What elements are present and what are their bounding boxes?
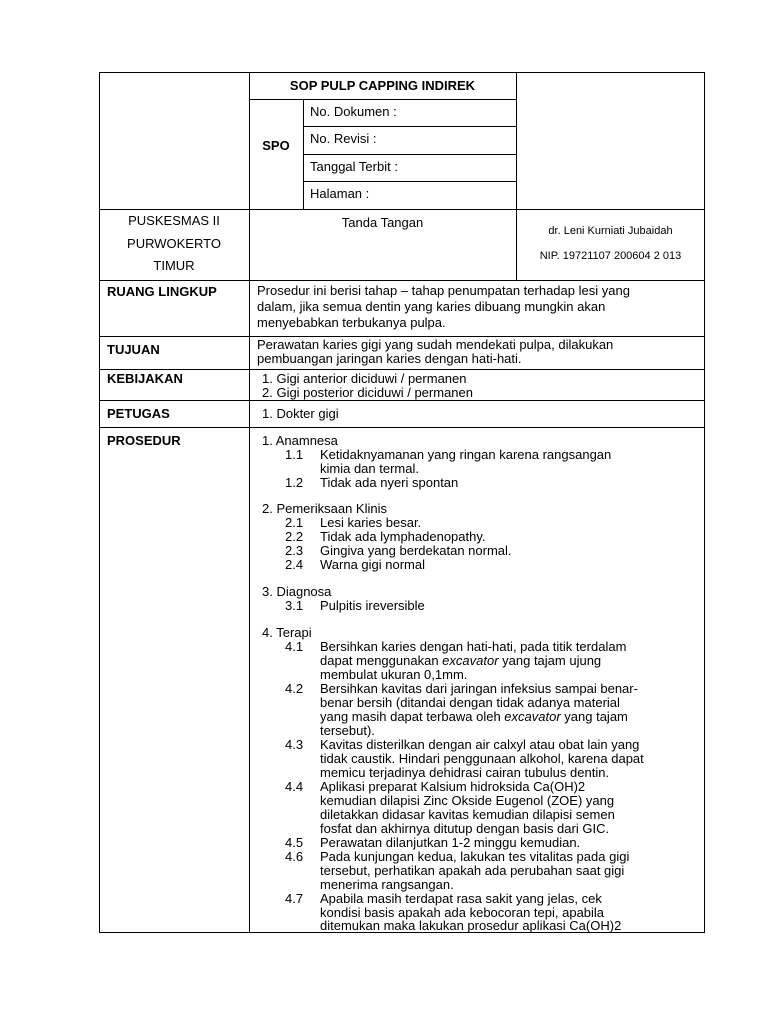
divider — [249, 280, 250, 933]
divider — [249, 72, 250, 280]
ruang-lingkup-text: Prosedur ini berisi tahap – tahap penumpatan terhadap lesi yang — [257, 283, 630, 298]
signature-label: Tanda Tangan — [341, 215, 424, 230]
item-text-part: dapat menggunakan — [320, 653, 443, 668]
signer-nip: NIP. 19721107 200604 2 013 — [539, 250, 682, 262]
section-heading: 1. Anamnesa — [262, 433, 338, 448]
item-number: 4.6 — [285, 849, 304, 864]
item-text: memicu terjadinya dehidrasi cairan tubulus dentin. — [320, 765, 610, 780]
org-name: PUSKESMAS II — [128, 213, 220, 228]
item-text: Ketidaknyamanan yang ringan karena rangsangan — [320, 447, 612, 462]
ruang-lingkup-label: RUANG LINGKUP — [107, 284, 217, 299]
divider — [303, 181, 516, 182]
item-text: menerima rangsangan. — [320, 877, 454, 892]
org-name: PURWOKERTO — [127, 236, 221, 251]
divider — [99, 400, 705, 401]
divider — [303, 126, 516, 127]
item-text: Tidak ada lymphadenopathy. — [320, 529, 486, 544]
item-text — [320, 654, 601, 668]
divider — [303, 154, 516, 155]
section-heading: 3. Diagnosa — [262, 584, 332, 599]
org-name: TIMUR — [153, 258, 195, 273]
item-text: kondisi basis apakah ada kebocoran tepi, apabila — [320, 905, 605, 920]
tujuan-text: Perawatan karies gigi yang sudah mendekati pulpa, dilakukan — [257, 337, 614, 352]
item-text: Warna gigi normal — [320, 557, 426, 572]
ruang-lingkup-text: dalam, jika semua dentin yang karies dibuang mungkin akan — [257, 299, 606, 314]
item-text: tersebut, perhatikan apakah ada perubahan saat gigi — [320, 863, 625, 878]
item-number: 4.1 — [285, 639, 304, 654]
item-text: Bersihkan karies dengan hati-hati, pada titik terdalam — [320, 639, 627, 654]
item-text: Bersihkan kavitas dari jaringan infeksius sampai benar- — [320, 681, 638, 696]
spo-label: SPO — [262, 138, 290, 153]
prosedur-label: PROSEDUR — [107, 433, 181, 448]
item-number: 4.3 — [285, 737, 304, 752]
item-number: 2.4 — [285, 557, 304, 572]
item-text-italic: excavator — [442, 653, 499, 668]
signer-name: dr. Leni Kurniati Jubaidah — [548, 225, 673, 237]
kebijakan-item: 2. Gigi posterior diciduwi / permanen — [262, 385, 473, 400]
kebijakan-item: 1. Gigi anterior diciduwi / permanen — [262, 371, 467, 386]
divider — [249, 99, 516, 100]
field-tanggal-terbit: Tanggal Terbit : — [310, 159, 398, 174]
item-text: Aplikasi preparat Kalsium hidroksida Ca(OH)2 — [320, 779, 586, 794]
item-text: Tidak ada nyeri spontan — [320, 475, 459, 490]
divider — [99, 369, 705, 370]
item-text: Gingiva yang berdekatan normal. — [320, 543, 512, 558]
divider — [99, 280, 705, 281]
item-text-part: yang tajam — [560, 709, 628, 724]
item-text: Lesi karies besar. — [320, 515, 422, 530]
item-text: fosfat dan akhirnya ditutup dengan basis dari GIC. — [320, 821, 610, 836]
kebijakan-label: KEBIJAKAN — [107, 371, 183, 386]
section-heading: 4. Terapi — [262, 625, 312, 640]
item-number: 2.3 — [285, 543, 304, 558]
item-text: tersebut). — [320, 723, 375, 738]
item-text-part: yang tajam ujung — [498, 653, 602, 668]
item-text: ditemukan maka lakukan prosedur aplikasi Ca(OH)2 — [320, 919, 622, 932]
tujuan-label: TUJUAN — [107, 342, 160, 357]
field-halaman: Halaman : — [310, 186, 370, 201]
item-text: diletakkan didasar kavitas kemudian dilapisi semen — [320, 807, 615, 822]
item-text: Pulpitis ireversible — [320, 598, 425, 613]
item-number: 4.2 — [285, 681, 304, 696]
item-text: Kavitas disterilkan dengan air calxyl atau obat lain yang — [320, 737, 640, 752]
item-text: benar bersih (ditandai dengan tidak adanya material — [320, 695, 620, 710]
item-number: 4.7 — [285, 891, 304, 906]
item-number: 2.2 — [285, 529, 304, 544]
item-number: 1.2 — [285, 475, 304, 490]
item-text: kimia dan termal. — [320, 461, 419, 476]
tujuan-text: pembuangan jaringan karies dengan hati-hati. — [257, 351, 522, 366]
item-text: membulat ukuran 0,1mm. — [320, 667, 468, 682]
item-number: 1.1 — [285, 447, 304, 462]
item-number: 4.5 — [285, 835, 304, 850]
item-text: kemudian dilapisi Zinc Okside Eugenol (ZOE) yang — [320, 793, 615, 808]
document-title: SOP PULP CAPPING INDIREK — [289, 78, 476, 93]
item-number: 2.1 — [285, 515, 304, 530]
item-text — [320, 710, 628, 724]
item-text-part: yang masih dapat terbawa oleh — [320, 709, 505, 724]
item-text: Perawatan dilanjutkan 1-2 minggu kemudian. — [320, 835, 581, 850]
petugas-item: 1. Dokter gigi — [262, 406, 339, 421]
ruang-lingkup-text: menyebabkan terbukanya pulpa. — [257, 315, 446, 330]
section-heading: 2. Pemeriksaan Klinis — [262, 501, 387, 516]
item-number: 3.1 — [285, 598, 304, 613]
field-no-revisi: No. Revisi : — [310, 131, 377, 146]
item-text-italic: excavator — [504, 709, 561, 724]
divider — [99, 209, 705, 210]
petugas-label: PETUGAS — [107, 406, 170, 421]
item-text: Apabila masih terdapat rasa sakit yang jelas, cek — [320, 891, 602, 906]
field-no-dokumen: No. Dokumen : — [310, 104, 397, 119]
item-text: Pada kunjungan kedua, lakukan tes vitalitas pada gigi — [320, 849, 630, 864]
item-text: tidak caustik. Hindari penggunaan alkohol, karena dapat — [320, 751, 644, 766]
item-number: 4.4 — [285, 779, 304, 794]
divider — [99, 427, 705, 428]
